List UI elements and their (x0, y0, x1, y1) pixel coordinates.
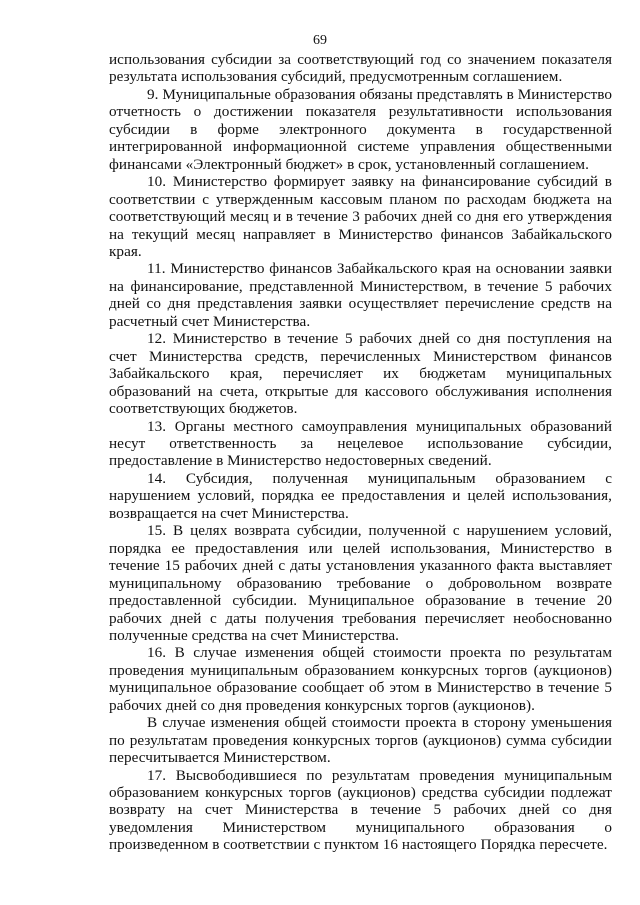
paragraph-10: 10. Министерство формирует заявку на финансирование субсидий в соответствии с утвержденным кассовым планом по расходам бюджета на соответствующий месяц и в течение 3 рабочих дней со дня его утверждения на текущий месяц направляет в Министерство финансов Забайкальского края. (109, 173, 612, 260)
paragraph-14: 14. Субсидия, полученная муниципальным образованием с нарушением условий, порядка ее предоставления и целей использования, возвращается на счет Министерства. (109, 469, 612, 522)
document-body (109, 51, 612, 854)
paragraph-9: 9. Муниципальные образования обязаны представлять в Министерство отчетность о достижении показателя результативности использования субсидии в форме электронного документа в государственной интегрированной информационной системе управления общественными финансами «Электронный бюджет» в срок, установленный соглашением. (109, 85, 612, 173)
paragraph-11: 11. Министерство финансов Забайкальского края на основании заявки на финансирование, представленной Министерством, в течение 5 рабочих дней со дня представления заявки осуществляет перечисление средств на расчетный счет Министерства. (109, 260, 612, 330)
paragraph-16-continuation: В случае изменения общей стоимости проекта в сторону уменьшения по результатам проведения конкурсных торгов (аукционов) сумма субсидии пересчитывается Министерством. (109, 714, 612, 767)
paragraph-12: 12. Министерство в течение 5 рабочих дней со дня поступления на счет Министерства средств, перечисленных Министерством финансов Забайкальского края, перечисляет их бюджетам муниципальных образований на счета, открытые для кассового обслуживания исполнения соответствующих бюджетов. (109, 330, 612, 418)
paragraph-15: 15. В целях возврата субсидии, полученной с нарушением условий, порядка ее предоставления или целей использования, Министерство в течение 15 рабочих дней с даты установления указанного факта выставляет муниципальному образованию требование о добровольном возврате предоставленной субсидии. Муниципальное образование в течение 20 рабочих дней с даты получения требования перечисляет необоснованно полученные средства на счет Министерства. (109, 522, 612, 644)
paragraph-continuation: использования субсидии за соответствующий год со значением показателя результата использования субсидий, предусмотренным соглашением. (109, 51, 612, 86)
paragraph-13: 13. Органы местного самоуправления муниципальных образований несут ответственность за нецелевое использование субсидии, предоставление в Министерство недостоверных сведений. (109, 417, 612, 470)
paragraph-16: 16. В случае изменения общей стоимости проекта по результатам проведения муниципальным образованием конкурсных торгов (аукционов) муниципальное образование сообщает об этом в Министерство в течение 5 рабочих дней со дня проведения конкурсных торгов (аукционов). (109, 644, 612, 714)
page-number: 69 (313, 33, 327, 48)
paragraph-17: 17. Высвободившиеся по результатам проведения муниципальным образованием конкурсных торгов (аукционов) средства субсидии подлежат возврату на счет Министерства в течение 5 рабочих дней со дня уведомления Министерством муниципального образования о произведенном в соответствии с пунктом 16 настоящего Порядка пересчете. (109, 766, 612, 854)
